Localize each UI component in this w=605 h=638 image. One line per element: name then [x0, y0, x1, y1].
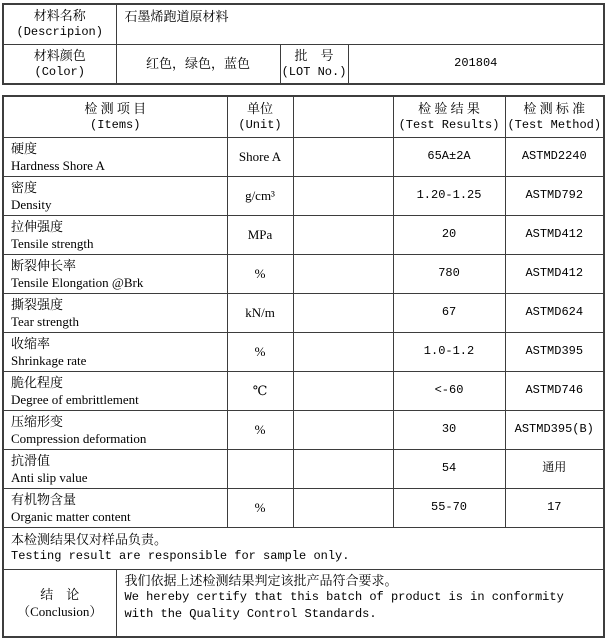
result-cell: 65A±2A	[393, 137, 505, 176]
sample-note-en: Testing result are responsible for sample only.	[11, 549, 350, 563]
item-name-zh: 拉伸强度	[11, 218, 64, 234]
header-method-en: (Test Method)	[507, 117, 602, 132]
material-info-table	[2, 3, 605, 85]
item-cell	[3, 293, 227, 332]
header-items-cell	[3, 96, 227, 137]
item-name-en: Compression deformation	[11, 430, 147, 446]
item-name-en: Organic matter content	[11, 508, 131, 524]
header-method-cell	[505, 96, 604, 137]
item-cell	[3, 488, 227, 527]
item-cell	[3, 371, 227, 410]
table-row-embrittlement	[3, 371, 604, 410]
table-header-row	[3, 96, 604, 137]
header-blank-cell	[293, 96, 393, 137]
table-row-shrinkage	[3, 332, 604, 371]
method-cell: ASTMD395(B)	[505, 410, 604, 449]
material-color-value: 红色，绿色，蓝色	[145, 56, 250, 72]
blank-cell	[293, 254, 393, 293]
lot-label-en: (LOT No.)	[281, 64, 347, 79]
conclusion-label-en: （Conclusion）	[17, 603, 103, 619]
test-results-table	[2, 95, 605, 638]
item-cell	[3, 176, 227, 215]
conclusion-text-cell	[116, 569, 604, 637]
item-cell	[3, 215, 227, 254]
table-row-tensile-strength	[3, 215, 604, 254]
header-items-en: (Items)	[90, 117, 141, 132]
item-name-en: Anti slip value	[11, 469, 88, 485]
table-row-compression	[3, 410, 604, 449]
material-name-value-cell	[116, 4, 604, 44]
blank-cell	[293, 371, 393, 410]
blank-cell	[293, 215, 393, 254]
item-name-zh: 密度	[11, 179, 38, 195]
item-name-en: Tensile Elongation @Brk	[11, 274, 144, 290]
material-color-label-cell	[3, 44, 116, 84]
result-cell: 1.20-1.25	[393, 176, 505, 215]
conclusion-text-en: We hereby certify that this batch of product is in conformity with the Quality Control Standards.	[124, 589, 564, 621]
result-cell: 1.0-1.2	[393, 332, 505, 371]
material-name-label-cell	[3, 4, 116, 44]
sample-note-cell	[3, 527, 604, 569]
blank-cell	[293, 410, 393, 449]
table-row-hardness	[3, 137, 604, 176]
item-cell	[3, 332, 227, 371]
material-color-label-zh: 材料颜色	[33, 47, 86, 63]
blank-cell	[293, 176, 393, 215]
header-items-zh: 检 测 项 目	[84, 100, 147, 116]
item-cell	[3, 137, 227, 176]
item-cell	[3, 449, 227, 488]
sample-note-row	[3, 527, 604, 569]
method-cell: ASTMD2240	[505, 137, 604, 176]
material-color-value-cell	[116, 44, 280, 84]
unit-cell: %	[227, 254, 293, 293]
item-name-zh: 硬度	[11, 140, 38, 156]
method-cell: ASTMD395	[505, 332, 604, 371]
table-row-density	[3, 176, 604, 215]
lot-value-cell: 201804	[348, 44, 604, 84]
material-name-value: 石墨烯跑道原材料	[124, 9, 229, 24]
blank-cell	[293, 137, 393, 176]
conclusion-label-cell	[3, 569, 116, 637]
result-cell: <-60	[393, 371, 505, 410]
item-name-zh: 抗滑值	[11, 452, 51, 468]
item-name-en: Tensile strength	[11, 235, 94, 251]
blank-cell	[293, 293, 393, 332]
item-name-en: Degree of embrittlement	[11, 391, 139, 407]
method-cell: ASTMD624	[505, 293, 604, 332]
sample-note-zh: 本检测结果仅对样品负责。	[11, 532, 168, 547]
conclusion-text-zh: 我们依据上述检测结果判定该批产品符合要求。	[124, 572, 398, 588]
result-cell: 67	[393, 293, 505, 332]
item-name-zh: 收缩率	[11, 335, 51, 351]
table-row-tear-strength	[3, 293, 604, 332]
result-cell: 780	[393, 254, 505, 293]
table-row-elongation	[3, 254, 604, 293]
result-cell: 55-70	[393, 488, 505, 527]
table-row-anti-slip	[3, 449, 604, 488]
lot-label-cell	[280, 44, 348, 84]
item-name-en: Shrinkage rate	[11, 352, 87, 368]
header-results-cell	[393, 96, 505, 137]
blank-cell	[293, 332, 393, 371]
item-cell	[3, 254, 227, 293]
item-name-zh: 有机物含量	[11, 491, 77, 507]
method-cell: ASTMD792	[505, 176, 604, 215]
unit-cell: %	[227, 410, 293, 449]
result-cell: 30	[393, 410, 505, 449]
item-name-en: Density	[11, 196, 52, 212]
unit-cell: g/cm³	[227, 176, 293, 215]
item-name-zh: 脆化程度	[11, 374, 64, 390]
item-name-zh: 断裂伸长率	[11, 257, 77, 273]
material-color-row	[3, 44, 604, 84]
method-cell: ASTMD412	[505, 215, 604, 254]
unit-cell: kN/m	[227, 293, 293, 332]
header-results-zh: 检 验 结 果	[418, 100, 480, 116]
method-cell: ASTMD412	[505, 254, 604, 293]
header-results-en: (Test Results)	[398, 117, 500, 132]
material-name-label-en: (Descripion)	[16, 25, 103, 40]
unit-cell: MPa	[227, 215, 293, 254]
conclusion-label-zh: 结 论	[40, 586, 80, 602]
header-unit-zh: 单位	[247, 100, 274, 116]
material-color-label-en: (Color)	[34, 64, 85, 79]
table-row-organic-content	[3, 488, 604, 527]
item-name-en: Hardness Shore A	[11, 157, 105, 173]
item-cell	[3, 410, 227, 449]
material-name-label-zh: 材料名称	[33, 8, 86, 24]
unit-cell: %	[227, 488, 293, 527]
unit-cell: ℃	[227, 371, 293, 410]
header-method-zh: 检 测 标 准	[523, 100, 586, 116]
method-cell: 通用	[505, 449, 604, 488]
item-name-en: Tear strength	[11, 313, 80, 329]
blank-cell	[293, 449, 393, 488]
result-cell: 20	[393, 215, 505, 254]
header-unit-en: (Unit)	[238, 117, 282, 132]
method-cell: ASTMD746	[505, 371, 604, 410]
header-unit-cell	[227, 96, 293, 137]
conclusion-row	[3, 569, 604, 637]
item-name-zh: 撕裂强度	[11, 296, 64, 312]
item-name-zh: 压缩形变	[11, 413, 64, 429]
lot-label-zh: 批 号	[294, 47, 334, 63]
blank-cell	[293, 488, 393, 527]
unit-cell: Shore A	[227, 137, 293, 176]
unit-cell: %	[227, 332, 293, 371]
result-cell: 54	[393, 449, 505, 488]
material-name-row	[3, 4, 604, 44]
method-cell: 17	[505, 488, 604, 527]
unit-cell	[227, 449, 293, 488]
